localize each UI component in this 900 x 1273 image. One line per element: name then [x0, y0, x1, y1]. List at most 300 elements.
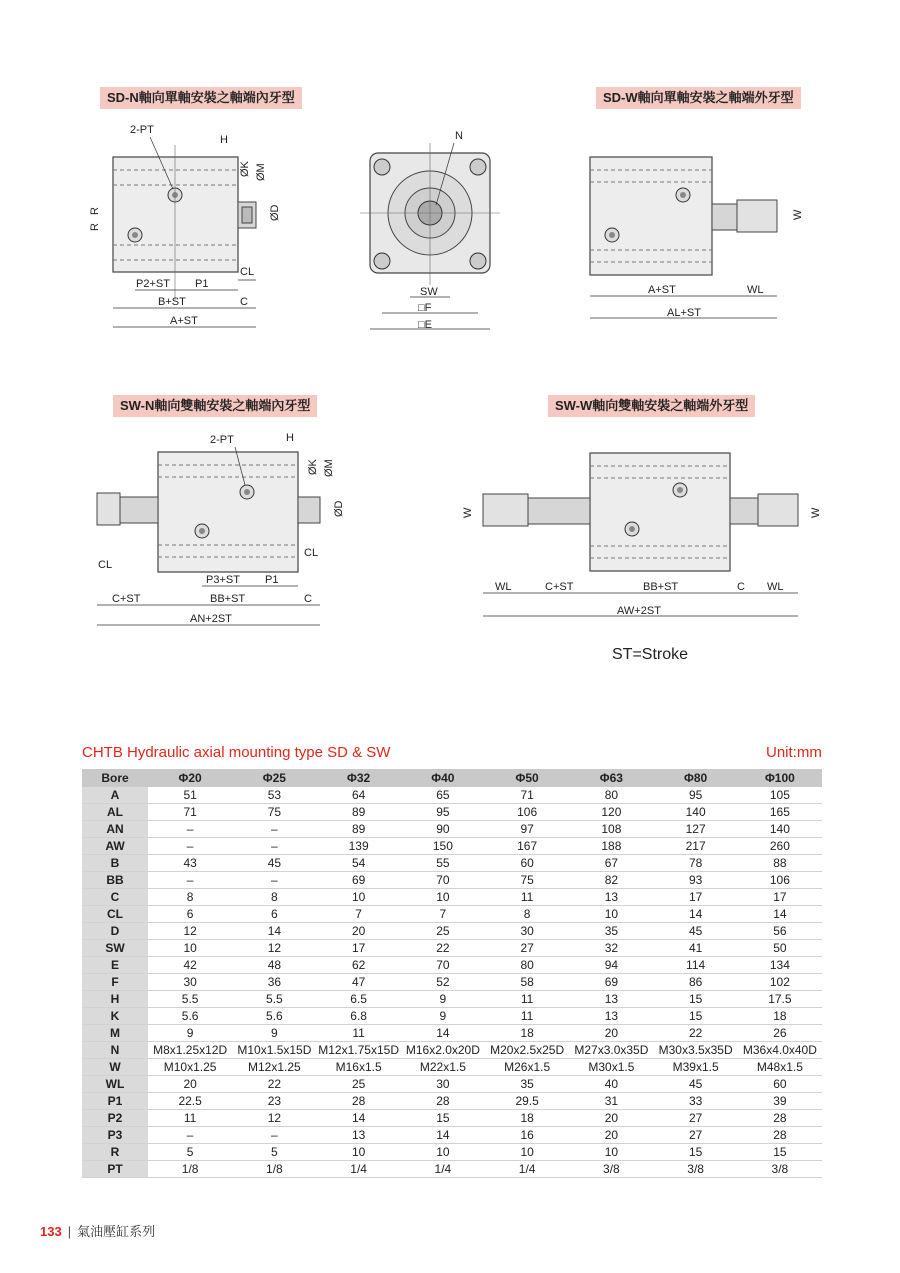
table-cell: 89: [317, 821, 401, 838]
sw-w-right-thread: [758, 494, 798, 526]
sw-n-p1-label: P1: [265, 574, 279, 586]
row-label: AL: [82, 804, 148, 821]
sd-n-r2-label: R: [89, 223, 101, 231]
table-cell: 80: [485, 957, 569, 974]
table-cell: 64: [317, 787, 401, 804]
table-cell: 3/8: [569, 1161, 653, 1178]
table-row: [82, 787, 822, 804]
table-cell: 114: [654, 957, 738, 974]
sd-n-k-label: ØK: [239, 161, 251, 177]
row-label: P3: [82, 1127, 148, 1144]
sd-w-wl-label: WL: [747, 284, 764, 296]
table-cell: 15: [738, 1144, 822, 1161]
table-cell: 8: [232, 889, 316, 906]
table-cell: 5: [148, 1144, 232, 1161]
row-label: A: [82, 787, 148, 804]
table-cell: 11: [485, 1008, 569, 1025]
table-cell: M30x3.5x35D: [654, 1042, 738, 1059]
table-row: [82, 872, 822, 889]
table-cell: 89: [317, 804, 401, 821]
header-cell: Φ63: [569, 769, 653, 787]
row-label: K: [82, 1008, 148, 1025]
table-cell: M12x1.75x15D: [318, 1043, 399, 1057]
table-cell: 82: [569, 872, 653, 889]
table-cell: M10x1.5x15D: [232, 1042, 316, 1059]
sw-n-pt-label: 2-PT: [210, 434, 234, 446]
table-cell: 28: [317, 1093, 401, 1110]
end-view-drawing: [360, 125, 500, 340]
sw-w-wl1-label: WL: [495, 581, 512, 593]
table-cell: 10: [401, 1144, 485, 1161]
row-label: CL: [82, 906, 148, 923]
sw-n-h-label: H: [286, 432, 294, 444]
table-cell: –: [148, 821, 232, 838]
table-cell: 94: [569, 957, 653, 974]
table-cell: 11: [317, 1025, 401, 1042]
sw-w-bbst-label: BB+ST: [643, 581, 679, 593]
table-cell: 20: [148, 1076, 232, 1093]
table-cell: 140: [738, 821, 822, 838]
table-cell: 134: [738, 957, 822, 974]
table-cell: 10: [485, 1144, 569, 1161]
table-row: [82, 804, 822, 821]
table-cell: 25: [317, 1076, 401, 1093]
row-label: SW: [82, 940, 148, 957]
row-label: M: [82, 1025, 148, 1042]
sw-n-cst-label: C+ST: [112, 593, 141, 605]
table-cell: 18: [485, 1025, 569, 1042]
table-cell: 12: [232, 940, 316, 957]
sw-w-w2-label: W: [810, 507, 822, 518]
header-cell: Φ40: [401, 769, 485, 787]
table-cell: 20: [569, 1127, 653, 1144]
table-cell: 30: [401, 1076, 485, 1093]
table-cell: 11: [148, 1110, 232, 1127]
table-cell: 65: [401, 787, 485, 804]
table-cell: M26x1.5: [485, 1059, 569, 1076]
table-cell: 55: [401, 855, 485, 872]
row-label: R: [82, 1144, 148, 1161]
table-cell: M39x1.5: [654, 1059, 738, 1076]
table-cell: 33: [654, 1093, 738, 1110]
table-cell: 10: [401, 889, 485, 906]
table-row: [82, 1161, 822, 1178]
sw-n-m-label: ØM: [323, 459, 335, 477]
table-cell: 14: [232, 923, 316, 940]
table-cell: 20: [569, 1110, 653, 1127]
row-label: B: [82, 855, 148, 872]
sd-w-body: [590, 157, 712, 275]
table-cell: 6: [148, 906, 232, 923]
sd-n-pt-label: 2-PT: [130, 124, 154, 136]
table-cell: M22x1.5: [401, 1059, 485, 1076]
sd-n-d-label: ØD: [269, 204, 281, 221]
table-cell: 27: [485, 940, 569, 957]
table-cell: 30: [485, 923, 569, 940]
header-cell: Φ32: [317, 769, 401, 787]
table-cell: 5.6: [232, 1008, 316, 1025]
table-row: [82, 838, 822, 855]
sd-n-drawing: [80, 115, 300, 335]
footer-series: 氣油壓缸系列: [77, 1224, 156, 1239]
table-cell: 14: [654, 906, 738, 923]
sw-n-left-rod: [97, 493, 120, 525]
table-cell: 106: [738, 872, 822, 889]
table-cell: 42: [148, 957, 232, 974]
table-cell: 95: [401, 804, 485, 821]
header-cell: Φ20: [148, 769, 232, 787]
table-cell: 15: [654, 1144, 738, 1161]
table-row: [82, 991, 822, 1008]
sw-n-an2st-label: AN+2ST: [190, 613, 232, 625]
table-row: [82, 821, 822, 838]
table-cell: 75: [232, 804, 316, 821]
sd-n-title: SD-N軸向單軸安裝之軸端內牙型: [100, 87, 302, 109]
table-cell: –: [232, 821, 316, 838]
table-cell: 29.5: [485, 1093, 569, 1110]
table-cell: 17.5: [738, 991, 822, 1008]
table-cell: 13: [569, 889, 653, 906]
table-cell: 12: [148, 923, 232, 940]
table-cell: 108: [569, 821, 653, 838]
header-cell: Φ50: [485, 769, 569, 787]
sw-n-body: [158, 452, 298, 572]
table-cell: 71: [485, 787, 569, 804]
table-cell: 27: [654, 1127, 738, 1144]
table-cell: 17: [738, 889, 822, 906]
sw-n-c-label: C: [304, 593, 312, 605]
table-cell: 139: [317, 838, 401, 855]
table-cell: 93: [654, 872, 738, 889]
table-row: [82, 855, 822, 872]
table-cell: 140: [654, 804, 738, 821]
table-cell: M8x1.25x12D: [148, 1042, 232, 1059]
table-cell: M27x3.0x35D: [569, 1042, 653, 1059]
table-cell: 43: [148, 855, 232, 872]
row-label: E: [82, 957, 148, 974]
table-cell: 71: [148, 804, 232, 821]
table-cell: 86: [654, 974, 738, 991]
sd-n-c-label: C: [240, 296, 248, 308]
table-row: [82, 974, 822, 991]
table-row: [82, 940, 822, 957]
table-row: [82, 1042, 822, 1059]
end-view-n-label: N: [455, 130, 463, 142]
table-cell: 28: [401, 1093, 485, 1110]
row-label: C: [82, 889, 148, 906]
sd-n-p1-label: P1: [195, 278, 209, 290]
table-cell: 47: [317, 974, 401, 991]
table-cell: 106: [485, 804, 569, 821]
sw-w-c-label: C: [737, 581, 745, 593]
table-cell: –: [232, 1127, 316, 1144]
table-cell: 1/4: [401, 1161, 485, 1178]
table-cell: 102: [738, 974, 822, 991]
row-label: PT: [82, 1161, 148, 1178]
table-cell: 67: [569, 855, 653, 872]
table-cell: 105: [738, 787, 822, 804]
table-cell: 1/8: [148, 1161, 232, 1178]
sd-n-h-label: H: [220, 134, 228, 146]
table-cell: 12: [232, 1110, 316, 1127]
sw-n-cl2-label: CL: [304, 547, 319, 559]
row-label: P1: [82, 1093, 148, 1110]
table-cell: 13: [569, 1008, 653, 1025]
table-cell: 22: [654, 1025, 738, 1042]
table-cell: 260: [738, 838, 822, 855]
row-label: N: [82, 1042, 148, 1059]
table-cell: 78: [654, 855, 738, 872]
sd-w-title: SD-W軸向單軸安裝之軸端外牙型: [596, 87, 801, 109]
table-cell: 28: [738, 1110, 822, 1127]
table-cell: 30: [148, 974, 232, 991]
table-cell: 16: [485, 1127, 569, 1144]
table-cell: 11: [485, 991, 569, 1008]
row-label: H: [82, 991, 148, 1008]
sd-n-cl-label: CL: [240, 266, 255, 278]
header-cell: Φ80: [654, 769, 738, 787]
table-cell: 167: [485, 838, 569, 855]
table-cell: 3/8: [654, 1161, 738, 1178]
table-row: [82, 1127, 822, 1144]
table-cell: 7: [317, 906, 401, 923]
table-row: [82, 1144, 822, 1161]
table-cell: 95: [654, 787, 738, 804]
table-row: [82, 1076, 822, 1093]
table-cell: 80: [569, 787, 653, 804]
table-cell: 120: [569, 804, 653, 821]
header-bore: Bore: [82, 769, 148, 787]
table-cell: 10: [148, 940, 232, 957]
table-cell: 127: [654, 821, 738, 838]
footer-separator: |: [67, 1224, 72, 1239]
sd-n-m-label: ØM: [255, 163, 267, 181]
table-cell: 35: [485, 1076, 569, 1093]
table-cell: 9: [401, 1008, 485, 1025]
table-cell: 10: [569, 906, 653, 923]
sw-n-bbst-label: BB+ST: [210, 593, 246, 605]
table-cell: 60: [485, 855, 569, 872]
table-cell: 11: [485, 889, 569, 906]
header-cell: Φ100: [738, 769, 822, 787]
sd-n-r1-label: R: [89, 207, 101, 215]
table-row: [82, 923, 822, 940]
table-cell: 7: [401, 906, 485, 923]
table-cell: 9: [232, 1025, 316, 1042]
table-cell: 62: [317, 957, 401, 974]
sd-w-drawing: [585, 150, 815, 325]
table-row: [82, 1059, 822, 1076]
table-cell: 8: [148, 889, 232, 906]
table-row: [82, 957, 822, 974]
table-cell: 150: [401, 838, 485, 855]
table-cell: M10x1.25: [148, 1059, 232, 1076]
table-cell: 13: [317, 1127, 401, 1144]
table-cell: 18: [738, 1008, 822, 1025]
sw-n-title: SW-N軸向雙軸安裝之軸端內牙型: [113, 395, 317, 417]
page-number: 133: [40, 1224, 62, 1239]
table-cell: 5.6: [148, 1008, 232, 1025]
table-cell: 60: [738, 1076, 822, 1093]
table-cell: 22.5: [148, 1093, 232, 1110]
table-cell: 45: [232, 855, 316, 872]
table-cell: 18: [485, 1110, 569, 1127]
table-cell: 165: [738, 804, 822, 821]
table-cell: 32: [569, 940, 653, 957]
sw-w-left-thread: [483, 494, 528, 526]
end-view-sw-label: SW: [420, 286, 438, 298]
table-cell: 9: [401, 991, 485, 1008]
table-cell: –: [148, 838, 232, 855]
table-cell: 10: [569, 1144, 653, 1161]
table-cell: M20x2.5x25D: [485, 1042, 569, 1059]
row-label: AW: [82, 838, 148, 855]
table-cell: 20: [569, 1025, 653, 1042]
table-cell: 13: [569, 991, 653, 1008]
sd-n-p2st-label: P2+ST: [136, 278, 170, 290]
table-cell: 22: [232, 1076, 316, 1093]
table-cell: 22: [401, 940, 485, 957]
table-cell: 217: [654, 838, 738, 855]
table-cell: 52: [401, 974, 485, 991]
table-cell: 10: [317, 889, 401, 906]
sd-w-thread: [737, 200, 777, 232]
table-cell: 6: [232, 906, 316, 923]
table-cell: 50: [738, 940, 822, 957]
table-cell: 188: [569, 838, 653, 855]
table-cell: 25: [401, 923, 485, 940]
table-cell: 41: [654, 940, 738, 957]
table-cell: 69: [317, 872, 401, 889]
sw-n-k-label: ØK: [307, 459, 319, 475]
table-cell: 6.8: [317, 1008, 401, 1025]
table-cell: 5.5: [232, 991, 316, 1008]
sd-n-bst-label: B+ST: [158, 296, 186, 308]
table-cell: 3/8: [738, 1161, 822, 1178]
row-label: P2: [82, 1110, 148, 1127]
table-cell: 8: [485, 906, 569, 923]
table-cell: 1/4: [485, 1161, 569, 1178]
table-cell: 1/8: [232, 1161, 316, 1178]
table-cell: 70: [401, 872, 485, 889]
table-title: CHTB Hydraulic axial mounting type SD & SW: [82, 744, 391, 761]
sw-n-drawing: [90, 425, 350, 635]
table-cell: M16x1.5: [317, 1059, 401, 1076]
table-cell: 90: [401, 821, 485, 838]
table-cell: 70: [401, 957, 485, 974]
row-label: BB: [82, 872, 148, 889]
table-cell: 23: [232, 1093, 316, 1110]
table-cell: 17: [654, 889, 738, 906]
sw-n-d-label: ØD: [333, 500, 345, 517]
table-cell: 40: [569, 1076, 653, 1093]
table-cell: 14: [738, 906, 822, 923]
table-header-row: [82, 769, 822, 787]
table-cell: 54: [317, 855, 401, 872]
table-cell: 75: [485, 872, 569, 889]
table-cell: 97: [485, 821, 569, 838]
sd-n-ast-label: A+ST: [170, 315, 198, 327]
table-cell: 1/4: [317, 1161, 401, 1178]
table-cell: –: [148, 872, 232, 889]
table-row: [82, 889, 822, 906]
sw-w-w1-label: W: [462, 507, 474, 518]
table-row: [82, 1093, 822, 1110]
table-cell: 6.5: [317, 991, 401, 1008]
sw-w-aw2st-label: AW+2ST: [617, 605, 661, 617]
table-cell: 15: [401, 1110, 485, 1127]
table-cell: 14: [401, 1025, 485, 1042]
table-cell: M12x1.25: [232, 1059, 316, 1076]
table-cell: 26: [738, 1025, 822, 1042]
table-unit: Unit:mm: [766, 744, 822, 761]
table-cell: M36x4.0x40D: [738, 1042, 822, 1059]
sw-w-wl2-label: WL: [767, 581, 784, 593]
table-row: [82, 1008, 822, 1025]
table-cell: 15: [654, 991, 738, 1008]
table-cell: M16x2.0x20D: [401, 1042, 485, 1059]
row-label: F: [82, 974, 148, 991]
table-row: [82, 906, 822, 923]
table-cell: 88: [738, 855, 822, 872]
row-label: W: [82, 1059, 148, 1076]
table-cell: 48: [232, 957, 316, 974]
table-cell: 27: [654, 1110, 738, 1127]
row-label: D: [82, 923, 148, 940]
table-cell: 69: [569, 974, 653, 991]
table-cell: 45: [654, 923, 738, 940]
table-row: [82, 1025, 822, 1042]
stroke-note: ST=Stroke: [612, 646, 689, 663]
end-view-f-label: □F: [418, 302, 432, 314]
table-cell: 9: [148, 1025, 232, 1042]
table-cell: 56: [738, 923, 822, 940]
table-cell: 45: [654, 1076, 738, 1093]
sw-n-cl1-label: CL: [98, 559, 113, 571]
table-cell: –: [232, 872, 316, 889]
end-view-e-label: □E: [418, 319, 432, 331]
table-cell: 14: [401, 1127, 485, 1144]
table-cell: M48x1.5: [738, 1059, 822, 1076]
table-cell: 15: [654, 1008, 738, 1025]
sw-n-p3st-label: P3+ST: [206, 574, 240, 586]
table-cell: –: [148, 1127, 232, 1144]
table-cell: 51: [148, 787, 232, 804]
table-cell: 14: [317, 1110, 401, 1127]
table-cell: 39: [738, 1093, 822, 1110]
table-cell: M30x1.5: [569, 1059, 653, 1076]
sw-w-drawing: [455, 450, 825, 625]
table-cell: –: [232, 838, 316, 855]
page-footer: [40, 1221, 155, 1240]
sd-w-alst-label: AL+ST: [667, 307, 701, 319]
table-cell: 20: [317, 923, 401, 940]
table-row: [82, 1110, 822, 1127]
table-cell: 5.5: [148, 991, 232, 1008]
table-cell: 31: [569, 1093, 653, 1110]
table-cell: 17: [317, 940, 401, 957]
table-cell: 28: [738, 1127, 822, 1144]
sd-n-body: [113, 157, 238, 272]
sw-w-body: [590, 453, 730, 571]
table-cell: 5: [232, 1144, 316, 1161]
sd-w-ast-label: A+ST: [648, 284, 676, 296]
table-cell: 53: [232, 787, 316, 804]
table-cell: 35: [569, 923, 653, 940]
header-cell: Φ25: [232, 769, 316, 787]
sw-n-right-rod: [298, 497, 320, 523]
row-label: AN: [82, 821, 148, 838]
